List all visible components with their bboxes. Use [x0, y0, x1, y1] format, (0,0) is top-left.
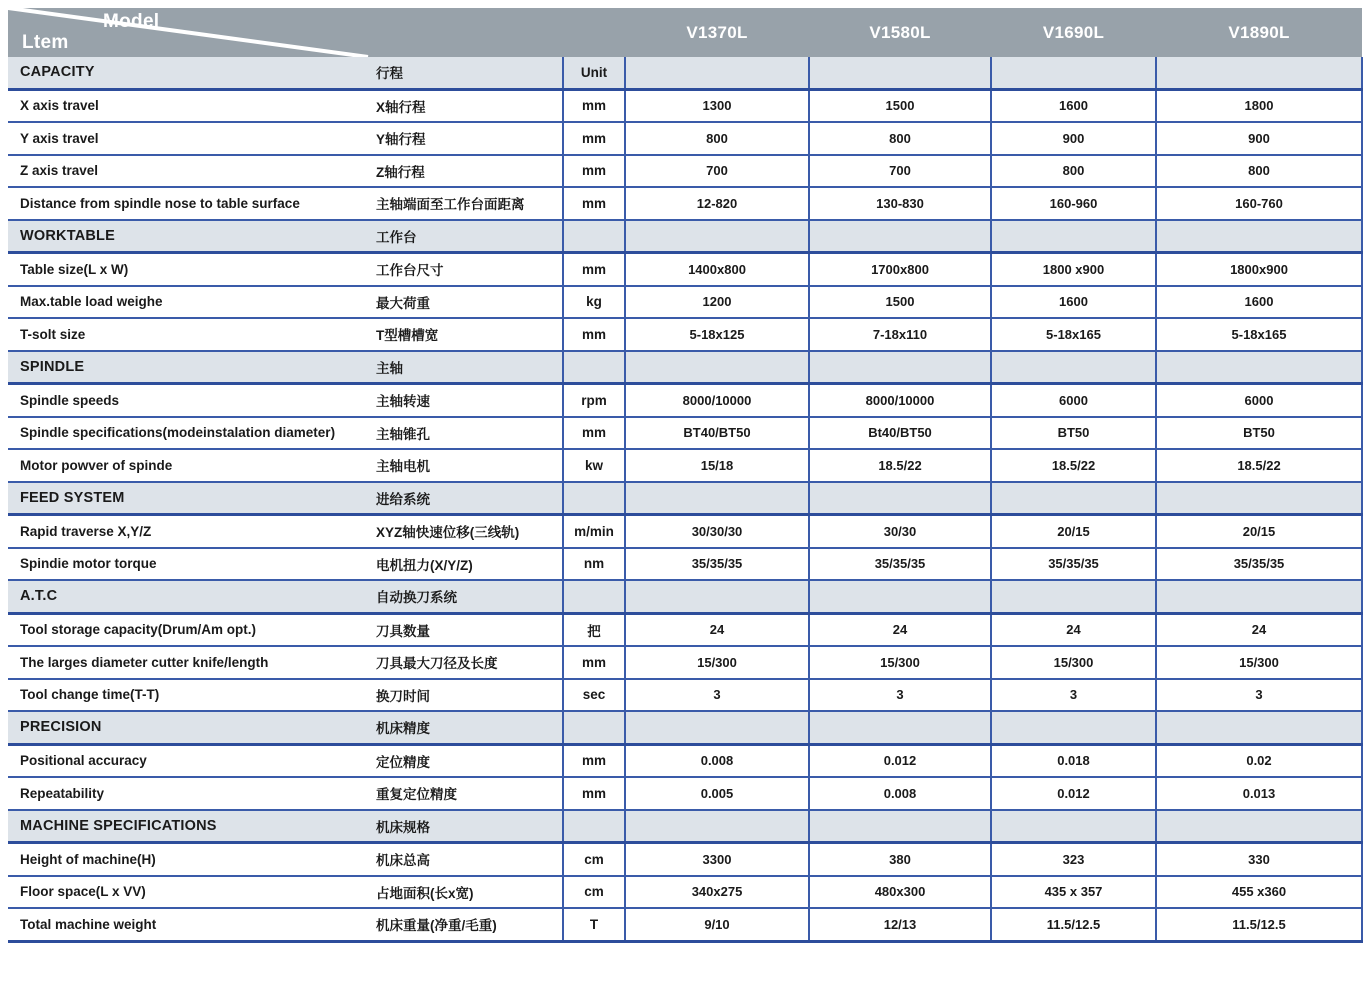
section-value-spacer [625, 810, 809, 843]
spec-value-v1580l: 1700x800 [809, 253, 991, 286]
spec-value-v1890l: 160-760 [1156, 187, 1362, 220]
spec-unit: T [563, 908, 625, 941]
section-title-en: CAPACITY [8, 57, 376, 89]
spec-value-v1690l: 0.018 [991, 744, 1156, 777]
spec-item-cn: 电机扭力(X/Y/Z) [376, 548, 563, 581]
section-title-cn: 主轴 [376, 351, 563, 384]
spec-unit: mm [563, 417, 625, 450]
spec-value-v1370l: 0.005 [625, 777, 809, 810]
spec-item-en: Positional accuracy [8, 744, 376, 777]
spec-value-v1580l: 480x300 [809, 876, 991, 909]
section-title-cn: 机床精度 [376, 711, 563, 744]
section-title-en: A.T.C [8, 580, 376, 613]
section-row-precision [8, 711, 1362, 744]
spec-value-v1370l: 9/10 [625, 908, 809, 941]
spec-value-v1890l: 5-18x165 [1156, 318, 1362, 351]
spec-value-v1890l: 18.5/22 [1156, 449, 1362, 482]
spec-value-v1370l: 1200 [625, 286, 809, 319]
section-value-spacer [991, 220, 1156, 253]
spec-value-v1890l: 1800 [1156, 89, 1362, 122]
spec-value-v1690l: 160-960 [991, 187, 1156, 220]
spec-value-v1690l: 11.5/12.5 [991, 908, 1156, 941]
model-header-v1370l: V1370L [625, 8, 809, 57]
spec-value-v1580l: 15/300 [809, 646, 991, 679]
spec-unit: mm [563, 318, 625, 351]
spec-value-v1690l: BT50 [991, 417, 1156, 450]
section-value-spacer [809, 57, 991, 89]
spec-row [8, 515, 1362, 548]
corner-header-cell [8, 8, 625, 57]
spec-row [8, 187, 1362, 220]
spec-value-v1580l: Bt40/BT50 [809, 417, 991, 450]
spec-unit: kg [563, 286, 625, 319]
section-value-spacer [1156, 810, 1362, 843]
spec-value-v1890l: 24 [1156, 613, 1362, 646]
spec-value-v1580l: 18.5/22 [809, 449, 991, 482]
spec-item-cn: 主轴锥孔 [376, 417, 563, 450]
spec-item-cn: 最大荷重 [376, 286, 563, 319]
spec-value-v1580l: 24 [809, 613, 991, 646]
section-value-spacer [1156, 351, 1362, 384]
section-title-cn: 机床规格 [376, 810, 563, 843]
spec-value-v1890l: 11.5/12.5 [1156, 908, 1362, 941]
section-value-spacer [1156, 57, 1362, 89]
unit-column-header [563, 351, 625, 384]
section-row-spindle [8, 351, 1362, 384]
spec-row [8, 417, 1362, 450]
spec-value-v1370l: 340x275 [625, 876, 809, 909]
spec-row [8, 646, 1362, 679]
spec-item-cn: 刀具最大刀径及长度 [376, 646, 563, 679]
spec-unit: mm [563, 155, 625, 188]
spec-unit: m/min [563, 515, 625, 548]
section-value-spacer [625, 351, 809, 384]
spec-item-cn: 机床总高 [376, 843, 563, 876]
spec-value-v1890l: 455 x360 [1156, 876, 1362, 909]
section-value-spacer [991, 57, 1156, 89]
spec-value-v1370l: 24 [625, 613, 809, 646]
spec-row [8, 253, 1362, 286]
model-header-v1890l: V1890L [1156, 8, 1362, 57]
section-value-spacer [809, 351, 991, 384]
spec-value-v1580l: 800 [809, 122, 991, 155]
spec-value-v1580l: 130-830 [809, 187, 991, 220]
spec-row [8, 777, 1362, 810]
spec-value-v1890l: 330 [1156, 843, 1362, 876]
spec-row [8, 122, 1362, 155]
unit-column-header [563, 711, 625, 744]
spec-value-v1890l: 35/35/35 [1156, 548, 1362, 581]
spec-value-v1580l: 30/30 [809, 515, 991, 548]
section-title-en: PRECISION [8, 711, 376, 744]
spec-unit: mm [563, 122, 625, 155]
spec-item-cn: 定位精度 [376, 744, 563, 777]
spec-value-v1690l: 800 [991, 155, 1156, 188]
section-value-spacer [625, 220, 809, 253]
spec-value-v1370l: 12-820 [625, 187, 809, 220]
section-value-spacer [809, 580, 991, 613]
unit-column-header [563, 220, 625, 253]
spec-item-cn: 主轴转速 [376, 384, 563, 417]
spec-value-v1890l: 0.02 [1156, 744, 1362, 777]
spec-value-v1690l: 1800 x900 [991, 253, 1156, 286]
section-row-machine-specifications [8, 810, 1362, 843]
section-value-spacer [991, 351, 1156, 384]
spec-row [8, 843, 1362, 876]
section-title-cn: 进给系统 [376, 482, 563, 515]
spec-value-v1370l: 15/18 [625, 449, 809, 482]
spec-row [8, 318, 1362, 351]
spec-unit: mm [563, 89, 625, 122]
spec-unit: cm [563, 843, 625, 876]
spec-value-v1370l: 700 [625, 155, 809, 188]
spec-value-v1370l: 8000/10000 [625, 384, 809, 417]
spec-value-v1890l: 1800x900 [1156, 253, 1362, 286]
spec-value-v1370l: BT40/BT50 [625, 417, 809, 450]
spec-unit: rpm [563, 384, 625, 417]
spec-value-v1580l: 7-18x110 [809, 318, 991, 351]
section-value-spacer [625, 482, 809, 515]
spec-item-cn: XYZ轴快速位移(三线轨) [376, 515, 563, 548]
spec-item-en: Floor space(L x VV) [8, 876, 376, 909]
section-title-cn: 自动换刀系统 [376, 580, 563, 613]
section-value-spacer [809, 220, 991, 253]
spec-value-v1690l: 1600 [991, 286, 1156, 319]
section-value-spacer [625, 580, 809, 613]
spec-value-v1370l: 30/30/30 [625, 515, 809, 548]
unit-column-header [563, 580, 625, 613]
section-value-spacer [1156, 580, 1362, 613]
model-header-v1690l: V1690L [991, 8, 1156, 57]
spec-value-v1580l: 380 [809, 843, 991, 876]
spec-item-cn: 换刀时间 [376, 679, 563, 712]
section-value-spacer [991, 810, 1156, 843]
machine-spec-table [8, 8, 1363, 943]
spec-item-cn: Z轴行程 [376, 155, 563, 188]
spec-item-en: Repeatability [8, 777, 376, 810]
spec-value-v1580l: 1500 [809, 286, 991, 319]
section-value-spacer [809, 810, 991, 843]
spec-value-v1580l: 0.012 [809, 744, 991, 777]
spec-item-en: Y axis travel [8, 122, 376, 155]
section-value-spacer [809, 482, 991, 515]
spec-value-v1890l: 1600 [1156, 286, 1362, 319]
section-value-spacer [991, 711, 1156, 744]
spec-value-v1370l: 5-18x125 [625, 318, 809, 351]
corner-label-item: Ltem [22, 32, 69, 53]
section-value-spacer [991, 482, 1156, 515]
spec-value-v1690l: 3 [991, 679, 1156, 712]
spec-item-en: Height of machine(H) [8, 843, 376, 876]
section-value-spacer [625, 711, 809, 744]
unit-column-header: Unit [563, 57, 625, 89]
spec-value-v1370l: 3300 [625, 843, 809, 876]
spec-unit: 把 [563, 613, 625, 646]
spec-value-v1890l: 20/15 [1156, 515, 1362, 548]
spec-row [8, 908, 1362, 941]
spec-value-v1370l: 1300 [625, 89, 809, 122]
spec-value-v1690l: 1600 [991, 89, 1156, 122]
spec-item-cn: 主轴电机 [376, 449, 563, 482]
spec-value-v1370l: 35/35/35 [625, 548, 809, 581]
spec-item-en: Tool change time(T-T) [8, 679, 376, 712]
spec-value-v1690l: 20/15 [991, 515, 1156, 548]
spec-value-v1890l: 900 [1156, 122, 1362, 155]
spec-value-v1370l: 800 [625, 122, 809, 155]
spec-value-v1580l: 0.008 [809, 777, 991, 810]
spec-value-v1580l: 12/13 [809, 908, 991, 941]
spec-item-en: Spindie motor torque [8, 548, 376, 581]
section-title-cn: 工作台 [376, 220, 563, 253]
spec-item-en: T-solt size [8, 318, 376, 351]
spec-value-v1690l: 18.5/22 [991, 449, 1156, 482]
spec-value-v1890l: 6000 [1156, 384, 1362, 417]
spec-item-en: Table size(L x W) [8, 253, 376, 286]
spec-value-v1370l: 0.008 [625, 744, 809, 777]
spec-item-cn: 重复定位精度 [376, 777, 563, 810]
spec-item-cn: 主轴端面至工作台面距离 [376, 187, 563, 220]
spec-value-v1690l: 435 x 357 [991, 876, 1156, 909]
spec-unit: kw [563, 449, 625, 482]
model-header-v1580l: V1580L [809, 8, 991, 57]
spec-value-v1580l: 8000/10000 [809, 384, 991, 417]
spec-value-v1690l: 6000 [991, 384, 1156, 417]
section-title-en: MACHINE SPECIFICATIONS [8, 810, 376, 843]
model-header-row [8, 8, 1362, 57]
section-row-feed-system [8, 482, 1362, 515]
spec-item-cn: T型槽槽宽 [376, 318, 563, 351]
spec-row [8, 384, 1362, 417]
section-title-en: SPINDLE [8, 351, 376, 384]
spec-value-v1890l: 3 [1156, 679, 1362, 712]
spec-item-cn: X轴行程 [376, 89, 563, 122]
spec-item-en: Spindle specifications(modeinstalation diameter) [8, 417, 376, 450]
spec-item-cn: 工作台尺寸 [376, 253, 563, 286]
spec-row [8, 155, 1362, 188]
spec-value-v1370l: 3 [625, 679, 809, 712]
spec-item-en: Z axis travel [8, 155, 376, 188]
spec-unit: mm [563, 187, 625, 220]
spec-value-v1370l: 15/300 [625, 646, 809, 679]
corner-label-model: Model [103, 11, 160, 32]
spec-value-v1690l: 900 [991, 122, 1156, 155]
spec-value-v1580l: 700 [809, 155, 991, 188]
spec-row [8, 679, 1362, 712]
spec-value-v1890l: BT50 [1156, 417, 1362, 450]
spec-item-en: X axis travel [8, 89, 376, 122]
spec-unit: mm [563, 777, 625, 810]
section-title-en: WORKTABLE [8, 220, 376, 253]
spec-value-v1890l: 0.013 [1156, 777, 1362, 810]
spec-value-v1690l: 24 [991, 613, 1156, 646]
spec-item-en: Spindle speeds [8, 384, 376, 417]
spec-item-cn: 占地面积(长x宽) [376, 876, 563, 909]
spec-unit: nm [563, 548, 625, 581]
spec-row [8, 613, 1362, 646]
spec-value-v1690l: 15/300 [991, 646, 1156, 679]
spec-item-en: Rapid traverse X,Y/Z [8, 515, 376, 548]
diagonal-divider-line [8, 8, 625, 57]
spec-item-cn: Y轴行程 [376, 122, 563, 155]
spec-unit: mm [563, 253, 625, 286]
spec-unit: mm [563, 744, 625, 777]
spec-item-cn: 机床重量(净重/毛重) [376, 908, 563, 941]
spec-item-en: The larges diameter cutter knife/length [8, 646, 376, 679]
spec-value-v1690l: 35/35/35 [991, 548, 1156, 581]
section-value-spacer [991, 580, 1156, 613]
spec-unit: cm [563, 876, 625, 909]
section-row-a-t-c [8, 580, 1362, 613]
section-row-capacity [8, 57, 1362, 89]
section-value-spacer [809, 711, 991, 744]
spec-item-en: Tool storage capacity(Drum/Am opt.) [8, 613, 376, 646]
spec-value-v1890l: 15/300 [1156, 646, 1362, 679]
spec-item-en: Total machine weight [8, 908, 376, 941]
spec-row [8, 286, 1362, 319]
section-value-spacer [625, 57, 809, 89]
section-title-en: FEED SYSTEM [8, 482, 376, 515]
spec-item-cn: 刀具数量 [376, 613, 563, 646]
section-value-spacer [1156, 482, 1362, 515]
spec-value-v1580l: 35/35/35 [809, 548, 991, 581]
spec-row [8, 876, 1362, 909]
section-title-cn: 行程 [376, 57, 563, 89]
spec-item-en: Max.table load weighe [8, 286, 376, 319]
spec-item-en: Motor powver of spinde [8, 449, 376, 482]
spec-value-v1890l: 800 [1156, 155, 1362, 188]
section-row-worktable [8, 220, 1362, 253]
section-value-spacer [1156, 220, 1362, 253]
unit-column-header [563, 810, 625, 843]
section-value-spacer [1156, 711, 1362, 744]
spec-value-v1690l: 323 [991, 843, 1156, 876]
spec-row [8, 744, 1362, 777]
spec-row [8, 449, 1362, 482]
spec-value-v1580l: 3 [809, 679, 991, 712]
spec-unit: sec [563, 679, 625, 712]
spec-item-en: Distance from spindle nose to table surface [8, 187, 376, 220]
spec-row [8, 89, 1362, 122]
spec-value-v1690l: 0.012 [991, 777, 1156, 810]
spec-value-v1580l: 1500 [809, 89, 991, 122]
spec-value-v1690l: 5-18x165 [991, 318, 1156, 351]
spec-unit: mm [563, 646, 625, 679]
unit-column-header [563, 482, 625, 515]
spec-row [8, 548, 1362, 581]
spec-value-v1370l: 1400x800 [625, 253, 809, 286]
